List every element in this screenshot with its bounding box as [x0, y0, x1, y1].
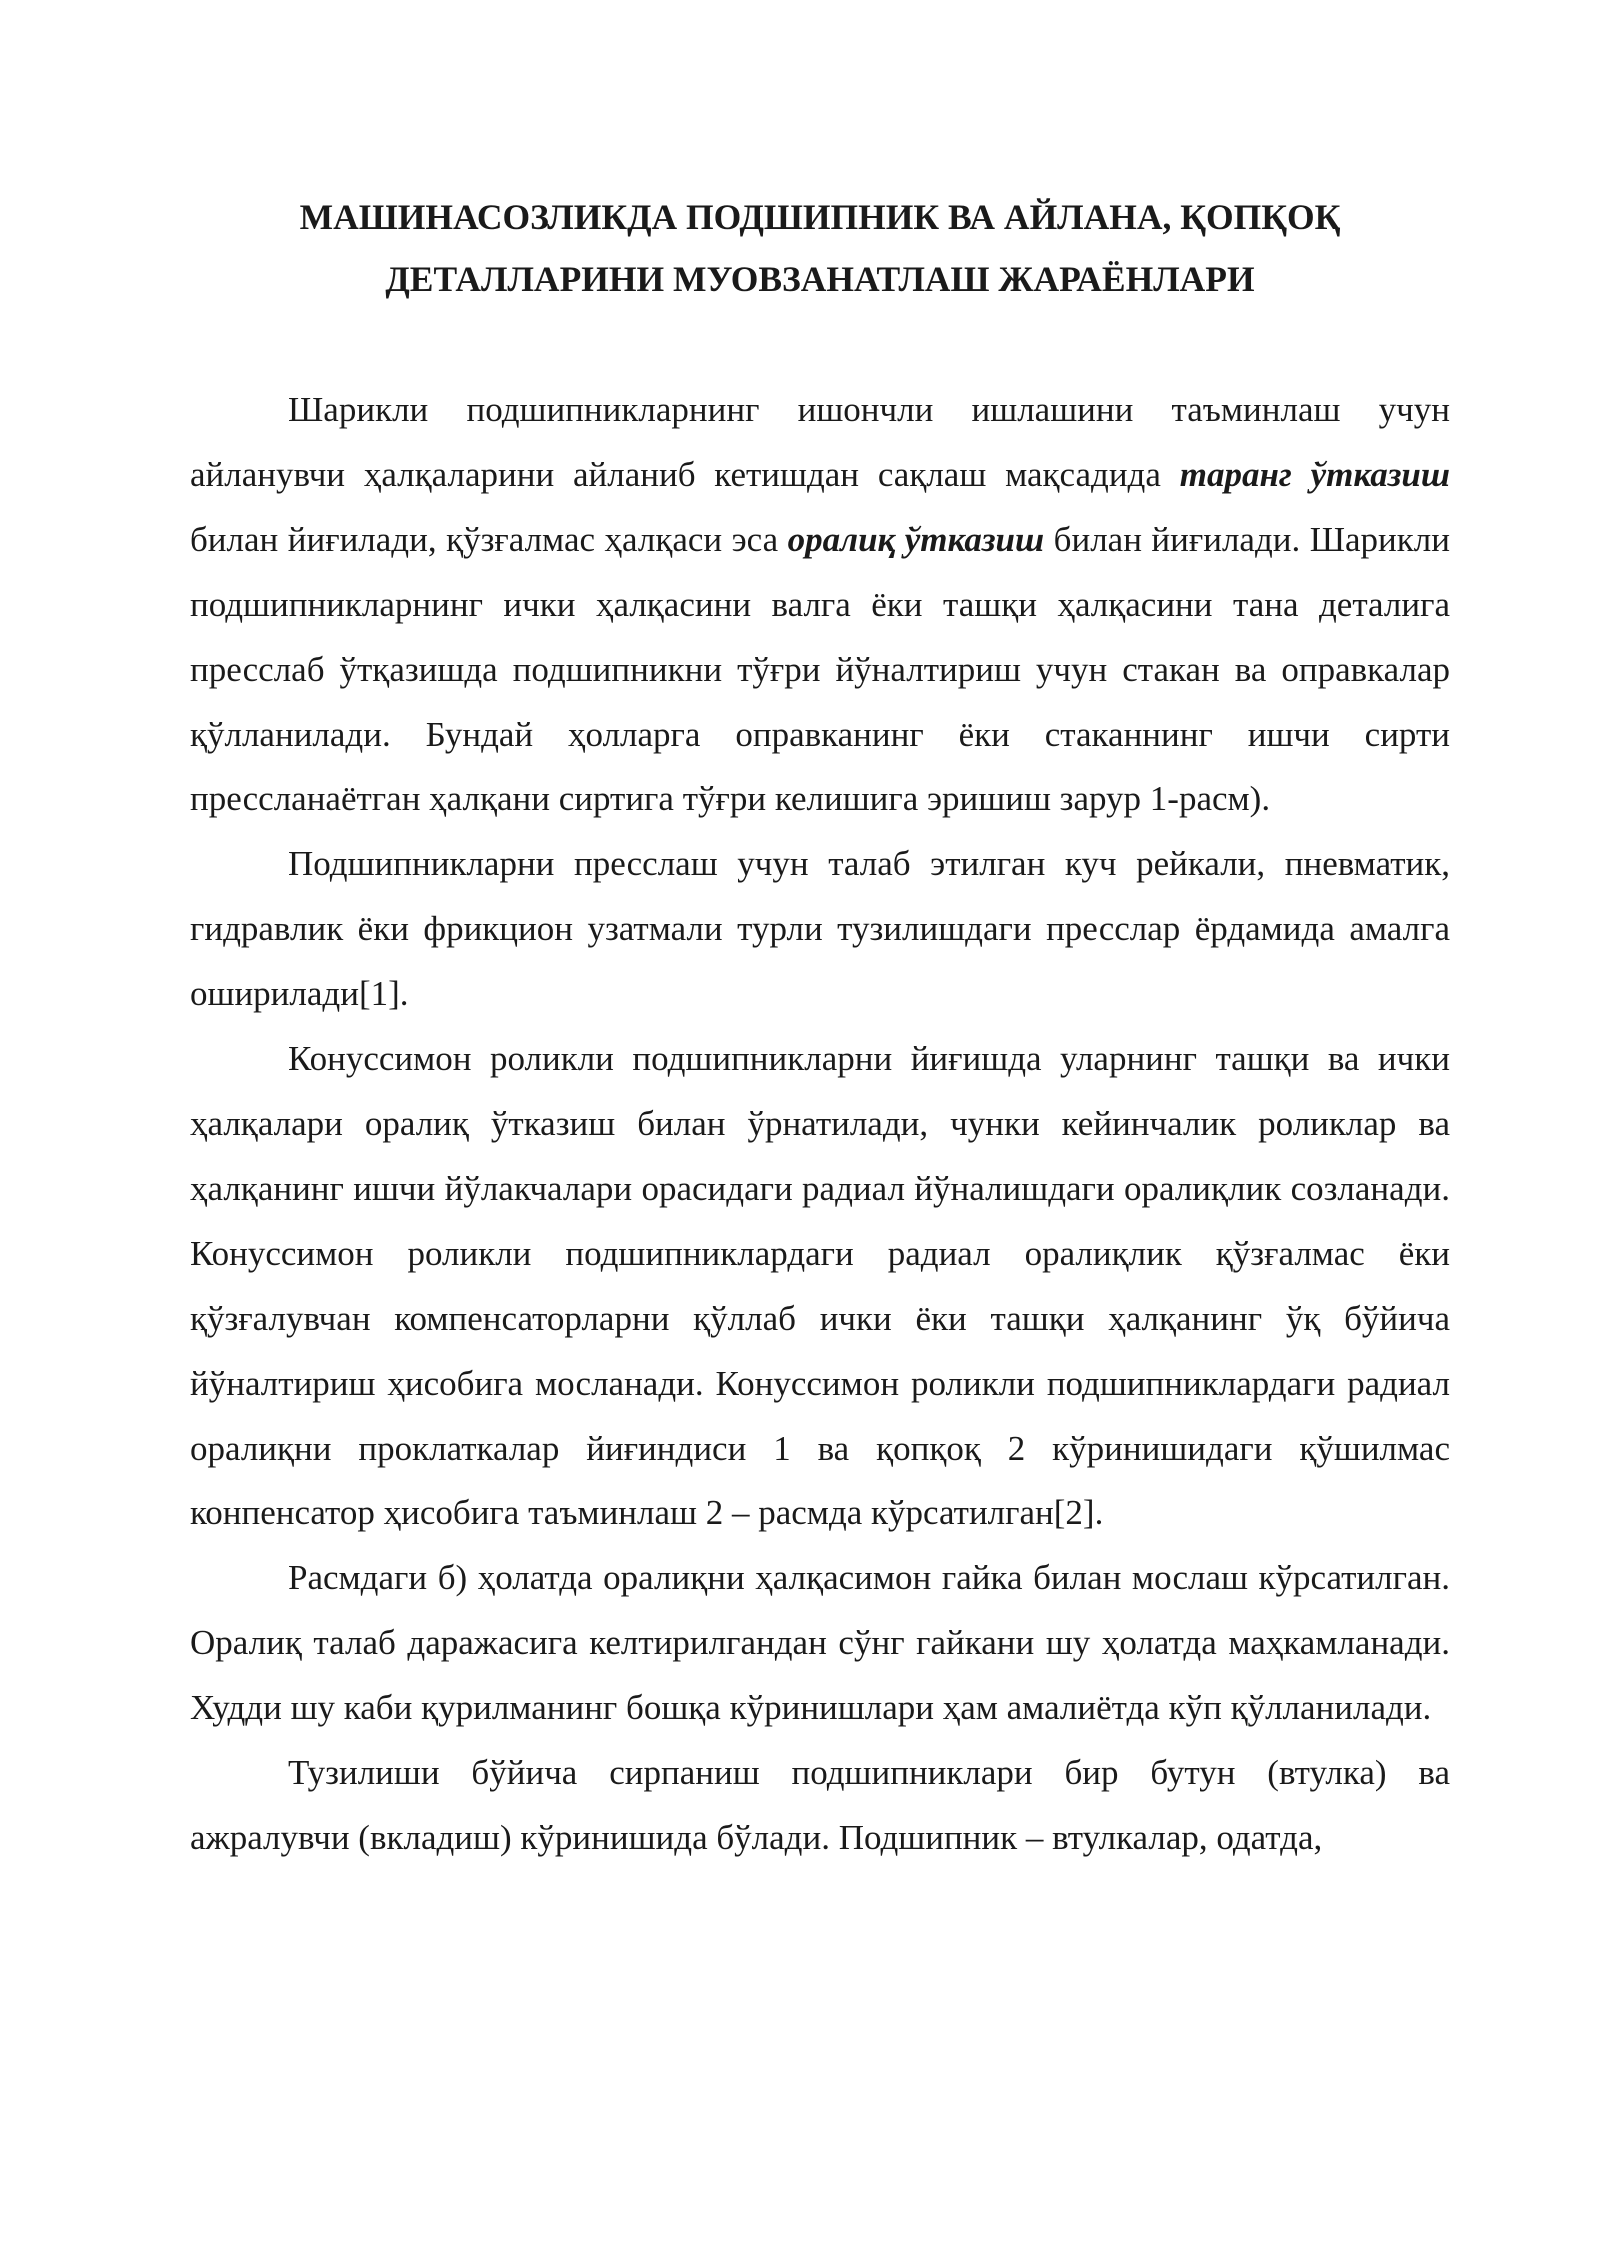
paragraph-1-text-a: Шарикли подшипникларнинг ишончли ишлашини таъминлаш учун айланувчи ҳалқаларини айланиб кетишдан сақлаш мақсадида	[190, 390, 1450, 494]
paragraph-1-text-c: билан йиғилади. Шарикли подшипникларнинг ички ҳалқасини валга ёки ташқи ҳалқасини тана деталига пресслаб ўтқазишда подшипникни тўғри йўналтириш учун стакан ва оправкалар қўлланилади. Бундай ҳолларга оправканинг ёки стаканнинг ишчи сирти прессланаётган ҳалқани сиртига тўғри келишига эришиш зарур 1-расм).	[190, 519, 1450, 819]
paragraph-2: Подшипникларни пресслаш учун талаб этилган куч рейкали, пневматик, гидравлик ёки фрикцион узатмали турли тузилишдаги пресслар ёрдамида амалга оширилади[1].	[190, 844, 1450, 1014]
paragraph-1	[190, 378, 1450, 832]
paragraph-5: Тузилиши бўйича сирпаниш подшипниклари бир бутун (втулка) ва ажралувчи (вкладиш) кўринишида бўлади. Подшипник – втулкалар, одатда,	[190, 1753, 1450, 1857]
paragraph-1-text-b: билан йиғилади, қўзғалмас ҳалқаси эса	[190, 519, 788, 559]
document-body	[190, 378, 1450, 1871]
title-line-2: ДЕТАЛЛАРИНИ МУОВЗАНАТЛАШ ЖАРАЁНЛАРИ	[385, 259, 1255, 299]
paragraph-4: Расмдаги б) ҳолатда оралиқни ҳалқасимон гайка билан мослаш кўрсатилган. Оралиқ талаб даражасига келтирилгандан сўнг гайкани шу ҳолатда маҳкамланади. Худди шу каби қурилманинг бошқа кўринишлари ҳам амалиётда кўп қўлланилади.	[190, 1558, 1450, 1728]
bold-italic-term-tight-fit: таранг ўтказиш	[1179, 454, 1450, 494]
title-line-1: МАШИНАСОЗЛИКДА ПОДШИПНИК ВА АЙЛАНА, ҚОПҚОҚ	[299, 197, 1341, 237]
document-title	[190, 186, 1450, 310]
paragraph-3: Конуссимон роликли подшипникларни йиғишда уларнинг ташқи ва ички ҳалқалари оралиқ ўтказиш билан ўрнатилади, чунки кейинчалик роликлар ва ҳалқанинг ишчи йўлакчалари орасидаги радиал йўналишдаги оралиқлик созланади. Конуссимон роликли подшипниклардаги радиал оралиқлик қўзғалмас ёки қўзғалувчан компенсаторларни қўллаб ички ёки ташқи ҳалқанинг ўқ бўйича йўналтириш ҳисобига мосланади. Конуссимон роликли подшипниклардаги радиал оралиқни проклаткалар йиғиндиси 1 ва қопқоқ 2 кўринишидаги қўшилмас конпенсатор ҳисобига таъминлаш 2 – расмда кўрсатилган[2].	[190, 1039, 1450, 1533]
bold-italic-term-clearance-fit: оралиқ ўтказиш	[787, 519, 1045, 559]
